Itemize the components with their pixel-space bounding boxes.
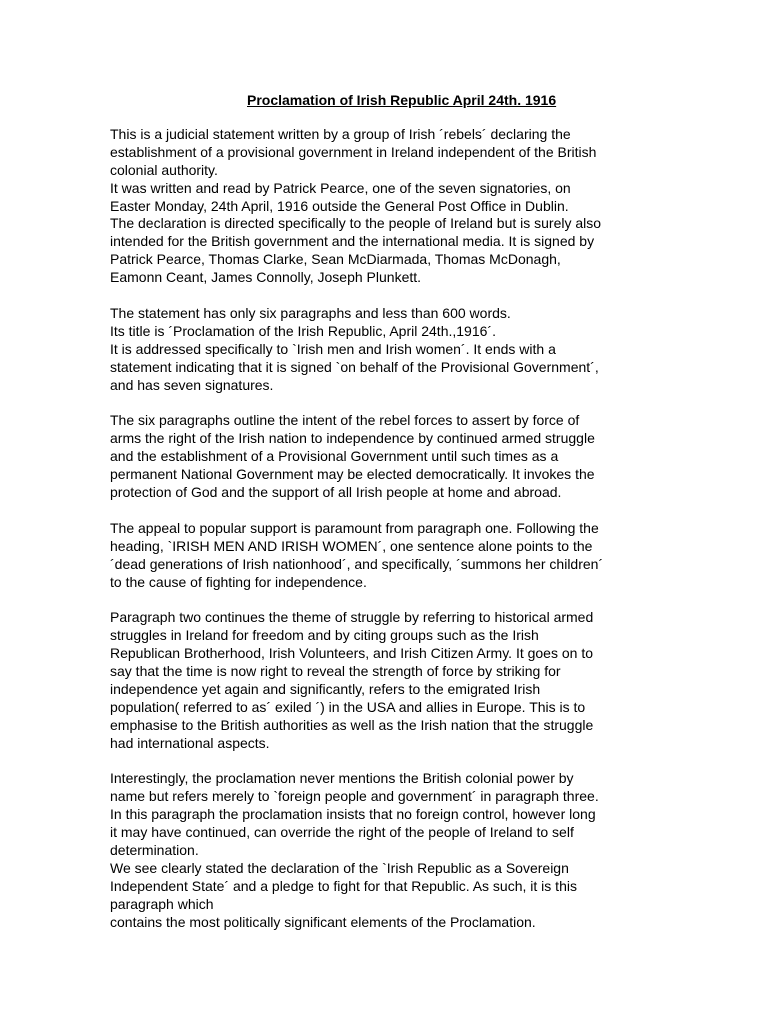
text-line: it may have continued, can override the right of the people of Ireland to self <box>110 824 574 841</box>
text-line: The appeal to popular support is paramount from paragraph one. Following the <box>110 519 599 536</box>
text-line: heading, `IRISH MEN AND IRISH WOMEN´, one sentence alone points to the <box>110 537 593 554</box>
text-line: The six paragraphs outline the intent of the rebel forces to assert by force of <box>110 412 580 429</box>
text-line: colonial authority. <box>110 161 218 178</box>
text-line: Independent State´ and a pledge to fight for that Republic. As such, it is this <box>110 877 577 894</box>
paragraph-two <box>110 609 670 752</box>
paragraph-intro <box>110 126 670 287</box>
text-line: contains the most politically significant elements of the Proclamation. <box>110 913 536 930</box>
paragraph-six-paragraphs <box>110 412 670 502</box>
document-page <box>110 92 670 950</box>
text-line: protection of God and the support of all Irish people at home and abroad. <box>110 484 562 500</box>
text-line: This is a judicial statement written by a group of Irish ´rebels´ declaring the <box>110 125 571 142</box>
text-line: Eamonn Ceant, James Connolly, Joseph Plunkett. <box>110 269 422 286</box>
text-line: say that the time is now right to reveal the strength of force by striking for <box>110 663 561 680</box>
text-line: determination. <box>110 842 199 859</box>
text-line: Paragraph two continues the theme of struggle by referring to historical armed <box>110 609 594 626</box>
text-line: Easter Monday, 24th April, 1916 outside the General Post Office in Dublin. <box>110 197 569 214</box>
text-line: establishment of a provisional government in Ireland independent of the British <box>110 143 597 160</box>
text-line: Interestingly, the proclamation never mentions the British colonial power by <box>110 770 574 787</box>
text-line: and has seven signatures. <box>110 376 274 393</box>
text-line: ´dead generations of Irish nationhood´, and specifically, ´summons her children´ <box>110 555 604 572</box>
text-line: Its title is ´Proclamation of the Irish Republic, April 24th.,1916´. <box>110 322 496 339</box>
text-line: arms the right of the Irish nation to independence by continued armed struggle <box>110 430 595 447</box>
text-line: statement indicating that it is signed `on behalf of the Provisional Government´, <box>110 358 599 375</box>
text-line: We see clearly stated the declaration of the `Irish Republic as a Sovereign <box>110 859 569 876</box>
text-line: In this paragraph the proclamation insists that no foreign control, however long <box>110 806 596 823</box>
text-line: independence yet again and significantly, refers to the emigrated Irish <box>110 680 541 697</box>
text-line: intended for the British government and the international media. It is signed by <box>110 233 595 250</box>
paragraph-popular-support <box>110 520 670 592</box>
paragraph-statement <box>110 305 670 395</box>
text-line: to the cause of fighting for independence. <box>110 573 367 590</box>
paragraph-three <box>110 770 670 931</box>
text-line: name but refers merely to `foreign people and government´ in paragraph three. <box>110 788 599 805</box>
text-line: It is addressed specifically to `Irish men and Irish women´. It ends with a <box>110 340 556 357</box>
text-line: emphasise to the British authorities as well as the Irish nation that the struggle <box>110 716 594 733</box>
text-line: The statement has only six paragraphs and less than 600 words. <box>110 304 511 321</box>
text-line: and the establishment of a Provisional Government until such times as a <box>110 448 559 465</box>
text-line: paragraph which <box>110 895 214 912</box>
text-line: had international aspects. <box>110 734 270 751</box>
text-line: permanent National Government may be elected democratically. It invokes the <box>110 466 595 483</box>
text-line: The declaration is directed specifically to the people of Ireland but is surely also <box>110 215 602 232</box>
text-line: population( referred to as´ exiled ´) in the USA and allies in Europe. This is to <box>110 698 586 715</box>
text-line: struggles in Ireland for freedom and by citing groups such as the Irish <box>110 627 539 644</box>
document-title: Proclamation of Irish Republic April 24th. 1916 <box>247 92 557 108</box>
text-line: Republican Brotherhood, Irish Volunteers, and Irish Citizen Army. It goes on to <box>110 645 593 662</box>
text-line: Patrick Pearce, Thomas Clarke, Sean McDiarmada, Thomas McDonagh, <box>110 251 561 268</box>
text-line: It was written and read by Patrick Pearce, one of the seven signatories, on <box>110 179 571 196</box>
